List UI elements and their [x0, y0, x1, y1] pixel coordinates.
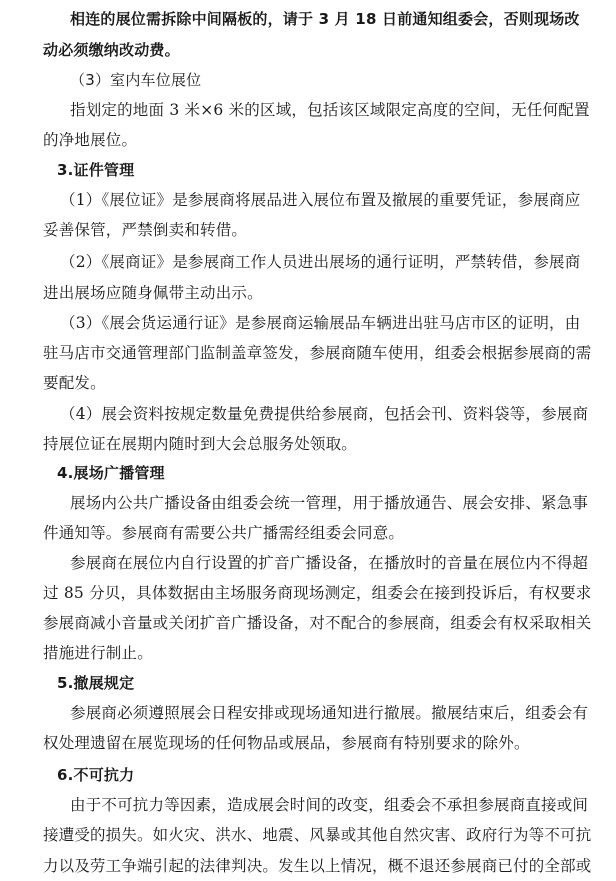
- paragraph-line: 要配发。: [43, 374, 106, 392]
- paragraph-line: 参展商必须遵照展会日程安排或现场通知进行撤展。撤展结束后，组委会有: [70, 704, 589, 722]
- paragraph-line: 指划定的地面 3 米×6 米的区域，包括该区域限定高度的空间，无任何配置: [70, 101, 590, 119]
- paragraph-line: 过 85 分贝，具体数据由主场服务商现场测定，组委会在接到投诉后，有权要求: [43, 584, 592, 602]
- section-heading: 5.撤展规定: [57, 674, 135, 692]
- paragraph-line: 由于不可抗力等因素，造成展会时间的改变，组委会不承担参展商直接或间: [70, 796, 589, 814]
- paragraph-line: 进出展场应随身佩带主动出示。: [43, 284, 263, 302]
- paragraph-line: 件通知等。参展商有需要公共广播需经组委会同意。: [43, 524, 405, 542]
- section-heading: 4.展场广播管理: [57, 464, 165, 482]
- paragraph-line: 参展商减小音量或关闭扩音广播设备，对不配合的参展商，组委会有权采取相关: [43, 614, 592, 632]
- paragraph-line: 的净地展位。: [43, 131, 138, 149]
- paragraph-line: 措施进行制止。: [43, 644, 153, 662]
- paragraph-line: 持展位证在展期内随时到大会总服务处领取。: [43, 435, 358, 453]
- section-heading: 3.证件管理: [57, 161, 135, 179]
- paragraph-line: 相连的展位需拆除中间隔板的，请于 3 月 18 日前通知组委会，否则现场改: [70, 10, 580, 28]
- paragraph-line: 权处理遗留在展览现场的任何物品或展品，参展商有特别要求的除外。: [43, 734, 530, 752]
- paragraph-line: 展场内公共广播设备由组委会统一管理，用于播放通告、展会安排、紧急事: [70, 494, 589, 512]
- section-heading: 6.不可抗力: [57, 766, 135, 784]
- paragraph-line: 力以及劳工争端引起的法律判决。发生以上情况，概不退还参展商已付的全部或: [43, 857, 592, 875]
- paragraph-line: （3）《展会货运通行证》是参展商运输展品车辆进出驻马店市区的证明，由: [60, 314, 581, 332]
- paragraph-line: 动必须缴纳改动费。: [43, 41, 180, 59]
- paragraph-line: （1）《展位证》是参展商将展品进入展位布置及撤展的重要凭证，参展商应: [60, 191, 581, 209]
- subsection-heading: （3）室内车位展位: [70, 71, 202, 89]
- paragraph-line: 妥善保管，严禁倒卖和转借。: [43, 221, 248, 239]
- paragraph-line: 参展商在展位内自行设置的扩音广播设备，在播放时的音量在展位内不得超: [70, 554, 589, 572]
- paragraph-line: 接遭受的损失。如火灾、洪水、地震、风暴或其他自然灾害、政府行为等不可抗: [43, 826, 592, 844]
- paragraph-line: （4）展会资料按规定数量免费提供给参展商，包括会刊、资料袋等，参展商: [60, 405, 589, 423]
- paragraph-line: （2）《展商证》是参展商工作人员进出展场的通行证明，严禁转借，参展商: [60, 253, 581, 271]
- paragraph-line: 驻马店市交通管理部门监制盖章签发，参展商随车使用，组委会根据参展商的需: [43, 344, 592, 362]
